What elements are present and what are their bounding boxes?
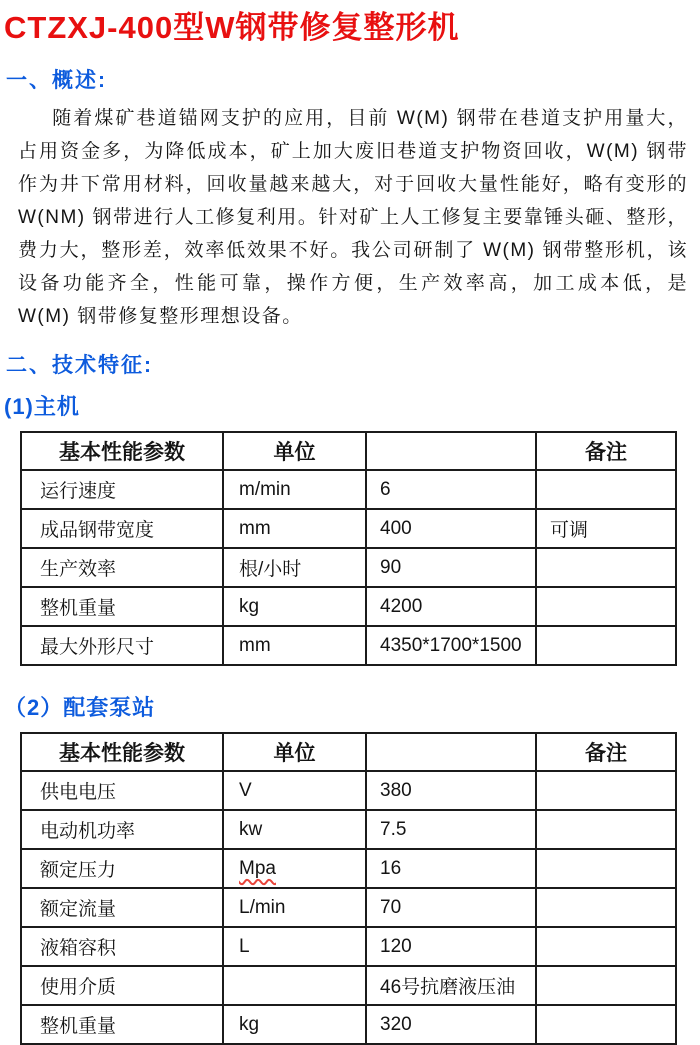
table-cell: 最大外形尺寸 bbox=[21, 626, 223, 665]
table-cell: 额定压力 bbox=[21, 849, 223, 888]
document-page bbox=[0, 8, 700, 1037]
section-heading-overview: 一、概述: bbox=[6, 69, 107, 92]
table-cell: L/min bbox=[223, 888, 366, 927]
table-row bbox=[21, 587, 676, 626]
table-cell: V bbox=[223, 771, 366, 810]
table-header-cell: 单位 bbox=[223, 432, 366, 470]
table-cell: 16 bbox=[366, 849, 536, 888]
table-cell: mm bbox=[223, 509, 366, 548]
table-row bbox=[21, 888, 676, 927]
table-header-cell bbox=[366, 432, 536, 470]
table-header-row bbox=[21, 733, 676, 771]
table-cell: 成品钢带宽度 bbox=[21, 509, 223, 548]
table-cell: 120 bbox=[366, 927, 536, 966]
table-row bbox=[21, 927, 676, 966]
table-cell: 电动机功率 bbox=[21, 810, 223, 849]
table-cell bbox=[536, 1005, 676, 1044]
table-cell: 46号抗磨液压油 bbox=[366, 966, 536, 1005]
table-cell: 320 bbox=[366, 1005, 536, 1044]
table-cell: 运行速度 bbox=[21, 470, 223, 509]
pump-station-spec-table bbox=[20, 732, 677, 1045]
table-cell: 根/小时 bbox=[223, 548, 366, 587]
misspelled-word: Mpa bbox=[239, 857, 276, 879]
table-row bbox=[21, 1005, 676, 1044]
table-cell bbox=[536, 966, 676, 1005]
table-cell bbox=[536, 810, 676, 849]
table-cell: 400 bbox=[366, 509, 536, 548]
table-cell bbox=[536, 587, 676, 626]
table-row bbox=[21, 509, 676, 548]
table-cell bbox=[536, 470, 676, 509]
table-cell: 液箱容积 bbox=[21, 927, 223, 966]
table-row bbox=[21, 548, 676, 587]
table-cell: 可调 bbox=[536, 509, 676, 548]
section-heading-tech: 二、技术特征: bbox=[6, 354, 153, 377]
table-cell bbox=[536, 626, 676, 665]
table-row bbox=[21, 626, 676, 665]
table-header-cell: 单位 bbox=[223, 733, 366, 771]
table-cell: 90 bbox=[366, 548, 536, 587]
table-header-cell bbox=[366, 733, 536, 771]
table-cell bbox=[536, 548, 676, 587]
table-cell: 70 bbox=[366, 888, 536, 927]
table-cell bbox=[536, 849, 676, 888]
table-row bbox=[21, 810, 676, 849]
table-cell: 整机重量 bbox=[21, 587, 223, 626]
table-cell: 额定流量 bbox=[21, 888, 223, 927]
table-caption-pump-station: （2）配套泵站 bbox=[4, 695, 156, 720]
table-cell: mm bbox=[223, 626, 366, 665]
table-cell: 380 bbox=[366, 771, 536, 810]
table-header-cell: 基本性能参数 bbox=[21, 432, 223, 470]
table-cell bbox=[223, 849, 366, 888]
table-cell bbox=[223, 966, 366, 1005]
table-cell: kg bbox=[223, 587, 366, 626]
table-header-cell: 基本性能参数 bbox=[21, 733, 223, 771]
table-cell bbox=[536, 927, 676, 966]
table-cell: kw bbox=[223, 810, 366, 849]
table-header-cell: 备注 bbox=[536, 432, 676, 470]
table-cell: 4200 bbox=[366, 587, 536, 626]
table-cell: 供电电压 bbox=[21, 771, 223, 810]
table-cell bbox=[536, 771, 676, 810]
table-cell: 6 bbox=[366, 470, 536, 509]
table-row bbox=[21, 771, 676, 810]
table-cell: kg bbox=[223, 1005, 366, 1044]
table-cell: m/min bbox=[223, 470, 366, 509]
table-cell: 使用介质 bbox=[21, 966, 223, 1005]
table-cell: 7.5 bbox=[366, 810, 536, 849]
table-cell: 整机重量 bbox=[21, 1005, 223, 1044]
table-cell: 4350*1700*1500 bbox=[366, 626, 536, 665]
table-header-cell: 备注 bbox=[536, 733, 676, 771]
table-caption-main-machine: (1)主机 bbox=[4, 394, 80, 419]
table-cell: 生产效率 bbox=[21, 548, 223, 587]
table-cell: L bbox=[223, 927, 366, 966]
page-title: CTZXJ-400型W钢带修复整形机 bbox=[4, 10, 460, 45]
table-row bbox=[21, 966, 676, 1005]
table-row bbox=[21, 470, 676, 509]
table-cell bbox=[536, 888, 676, 927]
overview-paragraph: 随着煤矿巷道锚网支护的应用，目前 W(M) 钢带在巷道支护用量大，占用资金多，为降低成本，矿上加大废旧巷道支护物资回收，W(M) 钢带作为井下常用材料，回收量越来越大，对于回收大量性能好，略有变形的 W(NM) 钢带进行人工修复利用。针对矿上人工修复主要靠锤头砸、整形，费力大，整形差，效率低效果不好。我公司研制了 W(M) 钢带整形机，该设备功能齐全，性能可靠，操作方便，生产效率高，加工成本低，是 W(M) 钢带修复整形理想设备。 bbox=[18, 108, 688, 327]
table-header-row bbox=[21, 432, 676, 470]
main-machine-spec-table bbox=[20, 431, 677, 666]
table-row bbox=[21, 849, 676, 888]
